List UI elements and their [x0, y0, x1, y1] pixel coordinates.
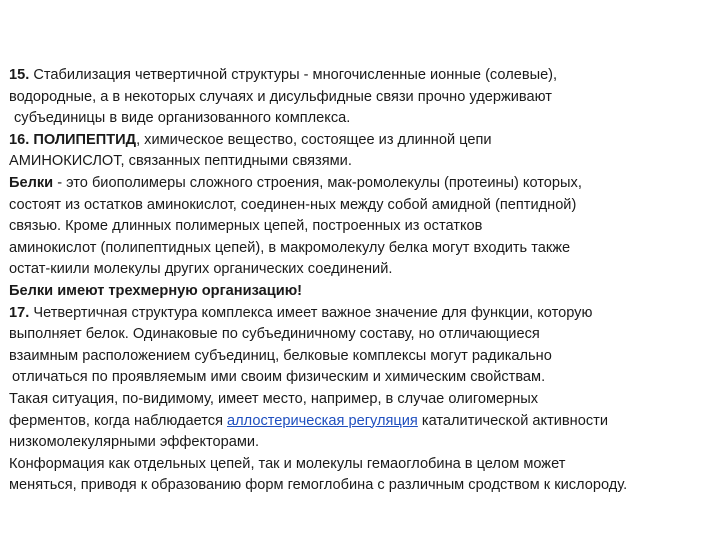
allosteric-regulation-link[interactable]: аллостерическая регуляция: [227, 412, 418, 429]
p17-text-1: Четвертичная структура комплекса имеет важное значение для функции, которую: [29, 304, 593, 321]
p15-line-2: водородные, а в некоторых случаях и дисульфидные связи прочно удерживают: [9, 88, 552, 105]
bold-statement: Белки имеют трехмерную организацию!: [9, 282, 303, 299]
p16-line-2: АМИНОКИСЛОТ, связанных пептидными связями.: [9, 153, 352, 170]
p17-number: 17.: [9, 304, 30, 321]
conformation-line-1: Конформация как отдельных цепей, так и молекулы гемаоглобина в целом может: [9, 455, 566, 472]
conformation-line-2: меняться, приводя к образованию форм гемоглобина с различным сродством к кислороду.: [9, 477, 628, 494]
p17-line-6: [9, 411, 715, 433]
p16-text-1: , химическое вещество, состоящее из длинной цепи: [136, 131, 492, 148]
p15-text-1: Стабилизация четвертичной структуры - многочисленные ионные (солевые),: [29, 67, 558, 83]
proteins-text-1: - это биополимеры сложного строения, мак-ромолекулы (протеины) которых,: [53, 174, 582, 191]
p15-number: 15.: [9, 67, 30, 83]
document-body: [9, 65, 715, 497]
p17-line-5: Такая ситуация, по-видимому, имеет место, например, в случае олигомерных: [9, 390, 539, 407]
proteins-line-4: аминокислот (полипептидных цепей), в макромолекулу белка могут входить также: [9, 239, 571, 256]
p17-line-2: выполняет белок. Одинаковые по субъединичному составу, но отличающиеся: [9, 326, 540, 343]
p17-line-4: отличаться по проявляемым ими своим физическим и химическим свойствам.: [12, 369, 546, 386]
p17-text-6a: ферментов, когда наблюдается: [9, 412, 228, 429]
proteins-line-3: связью. Кроме длинных полимерных цепей, построенных из остатков: [9, 218, 483, 235]
p15-line-1: [9, 65, 715, 87]
p17-line-7: низкомолекулярными эффекторами.: [9, 434, 260, 451]
p15-line-3: субъединицы в виде организованного комплекса.: [14, 110, 351, 127]
proteins-heading: Белки: [9, 174, 54, 191]
p16-heading: 16. ПОЛИПЕПТИД: [9, 131, 137, 148]
proteins-line-2: состоят из остатков аминокислот, соединен-ных между собой амидной (пептидной): [9, 196, 577, 213]
p17-text-6b: каталитической активности: [417, 412, 608, 429]
p16-line-1: [9, 130, 715, 152]
proteins-line-5: остат-киили молекулы других органических соединений.: [9, 261, 393, 278]
p17-line-1: [9, 303, 715, 325]
proteins-line-1: [9, 173, 715, 195]
p17-line-3: взаимным расположением субъединиц, белковые комплексы могут радикально: [9, 347, 552, 364]
